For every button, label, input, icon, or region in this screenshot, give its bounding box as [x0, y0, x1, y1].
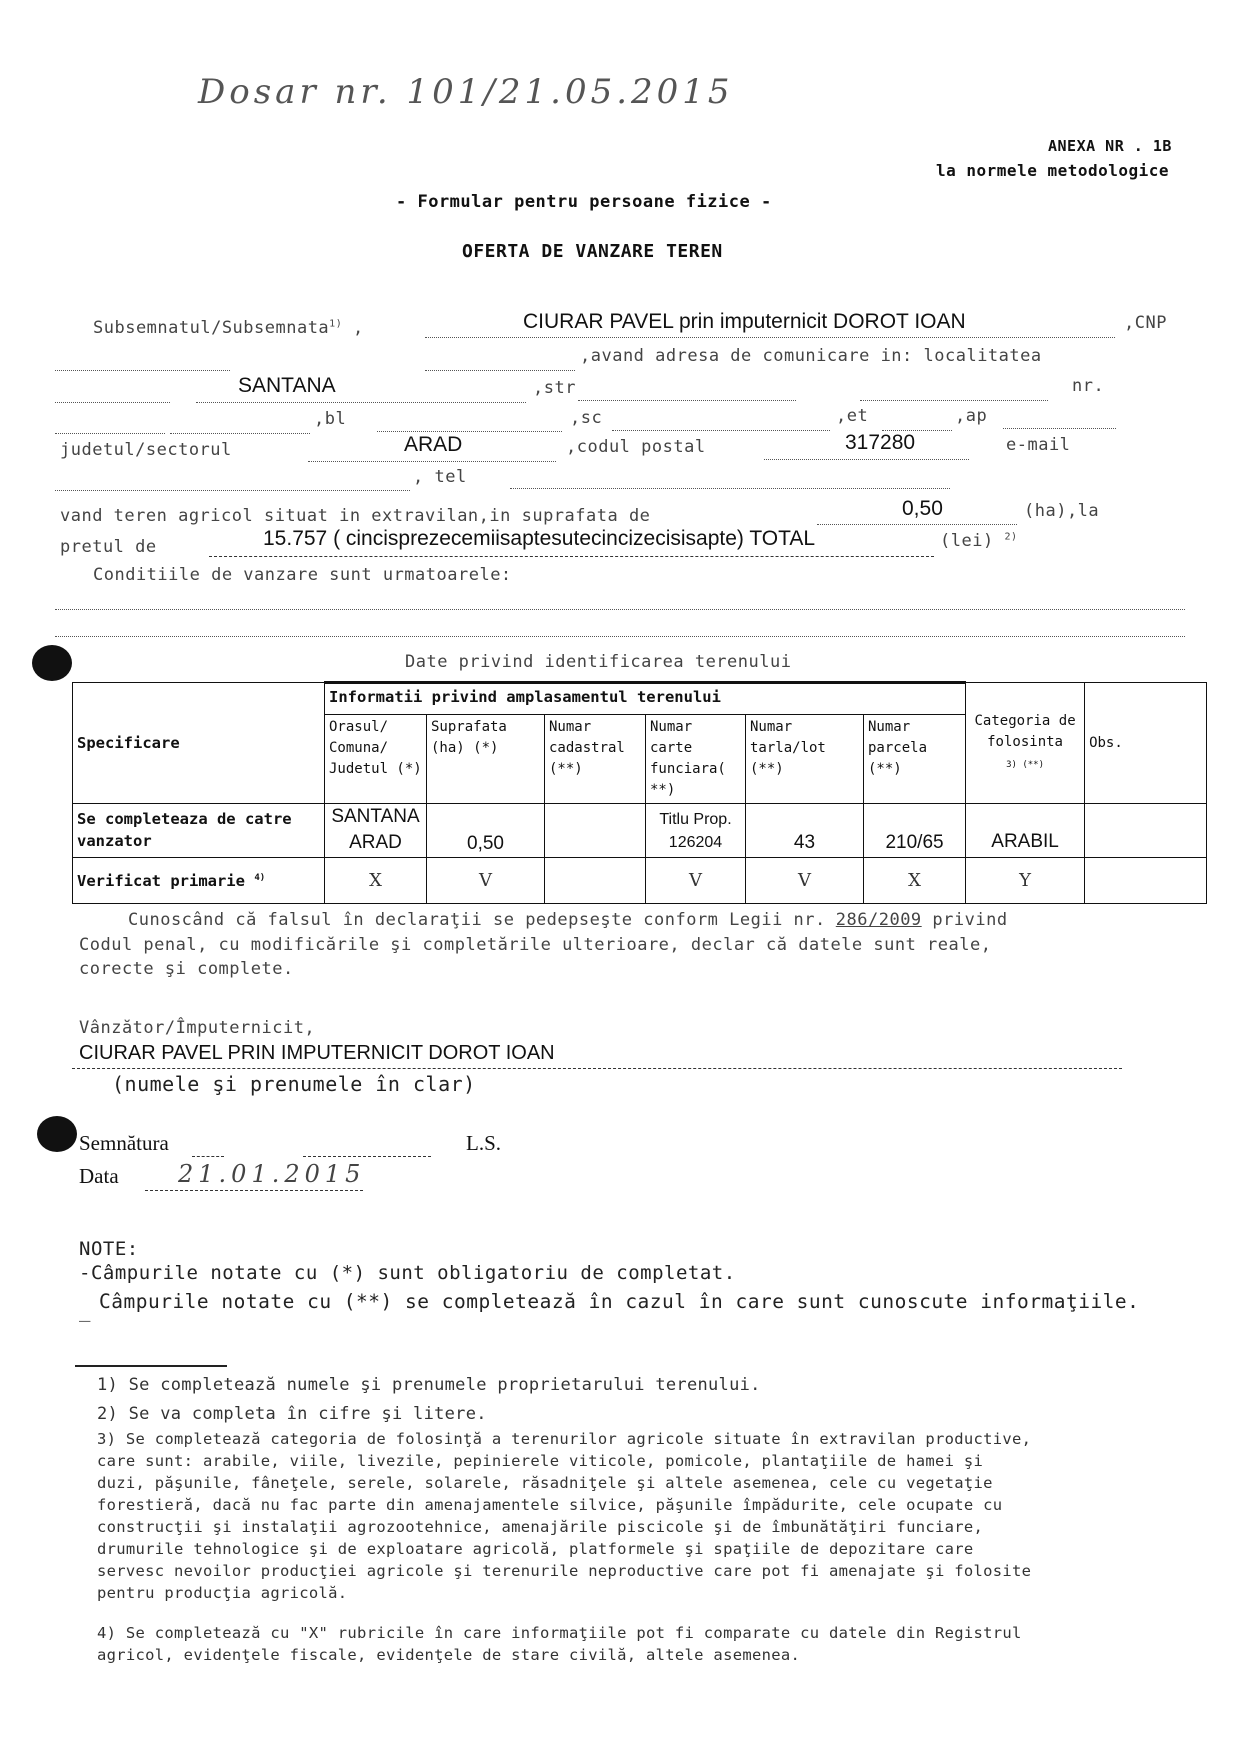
mark-suprafata: V	[427, 858, 545, 904]
cell-carte-titlu: Titlu Prop.	[659, 811, 732, 828]
ls-label: L.S.	[466, 1131, 502, 1155]
signature-line-b	[303, 1156, 431, 1157]
col-specificare: Specificare	[73, 683, 325, 804]
col-cadastral: Numar cadastral (**)	[545, 715, 646, 804]
label-judetul: judetul/sectorul	[60, 440, 232, 460]
cell-obs	[1085, 804, 1207, 858]
cod-postal-value: 317280	[845, 431, 916, 454]
footnote-3-line: pentru producţia agricolă.	[97, 1584, 348, 1602]
label-codul-postal: ,codul postal	[566, 437, 706, 457]
cod-postal-underline	[764, 459, 969, 460]
table-header-row-1	[73, 683, 1207, 715]
date-label: Data	[79, 1164, 119, 1188]
cell-suprafata: 0,50	[427, 804, 545, 858]
bl-underline	[377, 431, 562, 432]
footnote-ref-1: 1)	[329, 318, 343, 330]
declaration-line-1	[128, 910, 1008, 930]
dossier-handwritten-note: Dosar nr. 101/21.05.2015	[198, 72, 734, 112]
declaration-line-2: Codul penal, cu modificările şi completările ulterioare, declar că datele sunt reale,	[79, 935, 992, 955]
cell-categoria: ARABIL	[966, 804, 1085, 858]
footnote-4	[97, 1622, 1022, 1666]
label-lei-text: (lei)	[940, 531, 994, 551]
col-obs: Obs.	[1085, 683, 1207, 804]
signer-name: CIURAR PAVEL PRIN IMPUTERNICIT DOROT IOAN	[79, 1042, 555, 1064]
main-title: OFERTA DE VANZARE TEREN	[462, 241, 723, 262]
footnote-3-line: care sunt: arabile, viile, livezile, pepinierele viticole, pomicole, plantaţiile de hamei şi	[97, 1452, 984, 1470]
footnote-2: 2) Se va completa în cifre şi litere.	[97, 1404, 487, 1424]
section-title: Date privind identificarea terenului	[405, 652, 792, 672]
sc-underline	[612, 430, 830, 431]
label-email: e-mail	[1006, 435, 1071, 455]
label-str: ,str	[533, 378, 576, 398]
date-underline	[145, 1190, 363, 1191]
cell-parcela: 210/65	[864, 804, 966, 858]
label-vand-teren: vand teren agricol situat in extravilan,in suprafata de	[60, 506, 651, 526]
label-bl: ,bl	[314, 409, 347, 429]
footnote-4-line: 4) Se completează cu "X" rubricile în care informaţiile pot fi comparate cu datele din Registrul	[97, 1624, 1022, 1642]
signer-label: Vânzător/Împuternicit,	[79, 1018, 316, 1038]
cell-oras	[325, 804, 427, 858]
label-avand-adresa: ,avand adresa de comunicare in: localitatea	[580, 346, 1042, 366]
footnote-ref-2: 2)	[1004, 531, 1018, 543]
cell-tarla: 43	[746, 804, 864, 858]
footnote-3-line: duzi, păşunile, fâneţele, serele, solarele, răsadniţele şi altele asemenea, cele cu vegetaţie	[97, 1474, 993, 1492]
col-info-header: Informatii privind amplasamentul terenului	[325, 683, 966, 715]
label-subsemnatul: Subsemnatul/Subsemnata$^{1)}$ ,	[93, 318, 364, 338]
localitate-underline	[196, 402, 526, 403]
col-oras: Orasul/ Comuna/ Judetul (*)	[325, 715, 427, 804]
suprafata-underline	[817, 524, 1017, 525]
date-handwritten: 21.01.2015	[178, 1160, 366, 1188]
annex-subtitle: la normele metodologice	[936, 161, 1170, 180]
hole-punch-mark-1	[32, 645, 72, 681]
label-subsemnatul-text: Subsemnatul/Subsemnata	[93, 318, 330, 338]
mark-parcela: X	[864, 858, 966, 904]
footnote-1: 1) Se completează numele şi prenumele proprietarului terenului.	[97, 1375, 761, 1395]
footnote-3	[97, 1428, 1031, 1604]
footnote-3-line: drumurile tehnologice şi de exploatare agricolă, platformele şi spaţiile de depozitare care	[97, 1540, 974, 1558]
footnote-ref-4: 4)	[254, 872, 266, 883]
signature-line-a	[192, 1156, 224, 1157]
declaration-text: Cunoscând că falsul în declaraţii se pedepseşte conform Legii nr.	[128, 910, 826, 930]
bl-underline-a	[55, 433, 165, 434]
table-row-vanzator	[73, 804, 1207, 858]
label-ha-la: (ha),la	[1024, 501, 1100, 521]
footnote-3-line: construcţii şi instalaţii agrozootehnice, amenajările piscicole şi de îmbunătăţiri funciare,	[97, 1518, 984, 1536]
cell-cadastral	[545, 804, 646, 858]
conditiile-line-2	[55, 636, 1185, 637]
label-cnp: ,CNP	[1124, 313, 1167, 333]
note-2: Câmpurile notate cu (**) se completează în cazul în care sunt cunoscute informaţiile.	[99, 1290, 1140, 1313]
email-underline	[55, 490, 410, 491]
str-underline	[578, 400, 796, 401]
hole-punch-mark-2	[37, 1116, 77, 1152]
declaration-cont: privind	[932, 910, 1008, 930]
col-parcela: Numar parcela (**)	[864, 715, 966, 804]
label-et: ,et	[836, 406, 869, 426]
form-type: - Formular pentru persoane fizice -	[396, 192, 772, 212]
label-nr: nr.	[1072, 376, 1105, 396]
localitate-value: SANTANA	[238, 374, 336, 397]
name-underline	[425, 337, 1115, 338]
label-tel: , tel	[413, 467, 467, 487]
declaration-line-3: corecte şi complete.	[79, 959, 294, 979]
signer-caption: (numele şi prenumele în clar)	[112, 1072, 476, 1096]
cell-carte	[646, 804, 746, 858]
footnote-3-line: forestieră, dacă nu fac parte din amenajamentele silvice, păşunile împădurite, cele ocupate cu	[97, 1496, 1003, 1514]
mark-tarla: V	[746, 858, 864, 904]
mark-cadastral	[545, 858, 646, 904]
pret-value: 15.757 ( cincisprezecemiisaptesutecincizecisisapte) TOTAL	[263, 527, 816, 550]
str-underline-2	[860, 400, 1048, 401]
col-carte: Numar carte funciara( **)	[646, 715, 746, 804]
label-sc: ,sc	[570, 408, 603, 428]
conditiile-line-1	[55, 609, 1185, 610]
col-categoria-text: Categoria de folosinta	[974, 712, 1076, 750]
label-pretul-de: pretul de	[60, 537, 157, 557]
footnote-separator	[75, 1365, 227, 1367]
seller-name: CIURAR PAVEL prin imputernicit DOROT IOAN	[523, 310, 966, 333]
label-conditiile: Conditiile de vanzare sunt urmatoarele:	[93, 565, 512, 585]
suprafata-value: 0,50	[902, 497, 943, 520]
cnp-underline	[55, 370, 230, 371]
bl-underline-b	[170, 433, 310, 434]
judet-underline	[308, 461, 556, 462]
col-tarla: Numar tarla/lot (**)	[746, 715, 864, 804]
col-suprafata: Suprafata (ha) (*)	[427, 715, 545, 804]
cnp-underline-2	[425, 370, 575, 371]
note-1: -Câmpurile notate cu (*) sunt obligatoriu de completat.	[79, 1262, 736, 1284]
table-row-primarie	[73, 858, 1207, 904]
cell-oras-judet: ARAD	[349, 832, 402, 853]
judet-value: ARAD	[404, 433, 463, 456]
label-lei	[940, 531, 1017, 551]
row-primarie-text: Verificat primarie	[77, 871, 245, 890]
cell-carte-numar: 126204	[668, 834, 723, 851]
footnote-4-line: agricol, evidenţele fiscale, evidenţele de stare civilă, altele asemenea.	[97, 1646, 801, 1664]
cell-oras-comuna: SANTANA	[331, 806, 420, 827]
annex-title: ANEXA NR . 1B	[1048, 137, 1172, 155]
notes-title: NOTE:	[79, 1238, 139, 1260]
mark-categoria: Y	[966, 858, 1085, 904]
tel-underline	[510, 488, 950, 489]
pret-underline	[209, 556, 934, 557]
mark-obs	[1085, 858, 1207, 904]
row-vanzator-label: Se completeaza de catre vanzator	[73, 804, 325, 858]
signature-label: Semnătura	[79, 1131, 169, 1155]
localitate-underline-a	[55, 402, 170, 403]
footnote-3-line: servesc nevoilor producţiei agricole şi terenurile neproductive care pot fi amenajate şi folosite	[97, 1562, 1032, 1580]
col-categoria	[966, 683, 1085, 804]
footnote-3-line: 3) Se completează categoria de folosinţă a terenurilor agricole situate în extravilan productive,	[97, 1430, 1032, 1448]
mark-carte: V	[646, 858, 746, 904]
row-primarie-label	[73, 858, 325, 904]
land-identification-table	[72, 681, 1207, 904]
mark-oras: X	[325, 858, 427, 904]
law-number: 286/2009	[835, 910, 922, 930]
col-categoria-note: 3) (**)	[1006, 759, 1045, 770]
signer-underline	[72, 1068, 1122, 1069]
label-ap: ,ap	[955, 406, 988, 426]
note-2-dash: _	[79, 1300, 91, 1322]
ap-underline	[1003, 428, 1116, 429]
